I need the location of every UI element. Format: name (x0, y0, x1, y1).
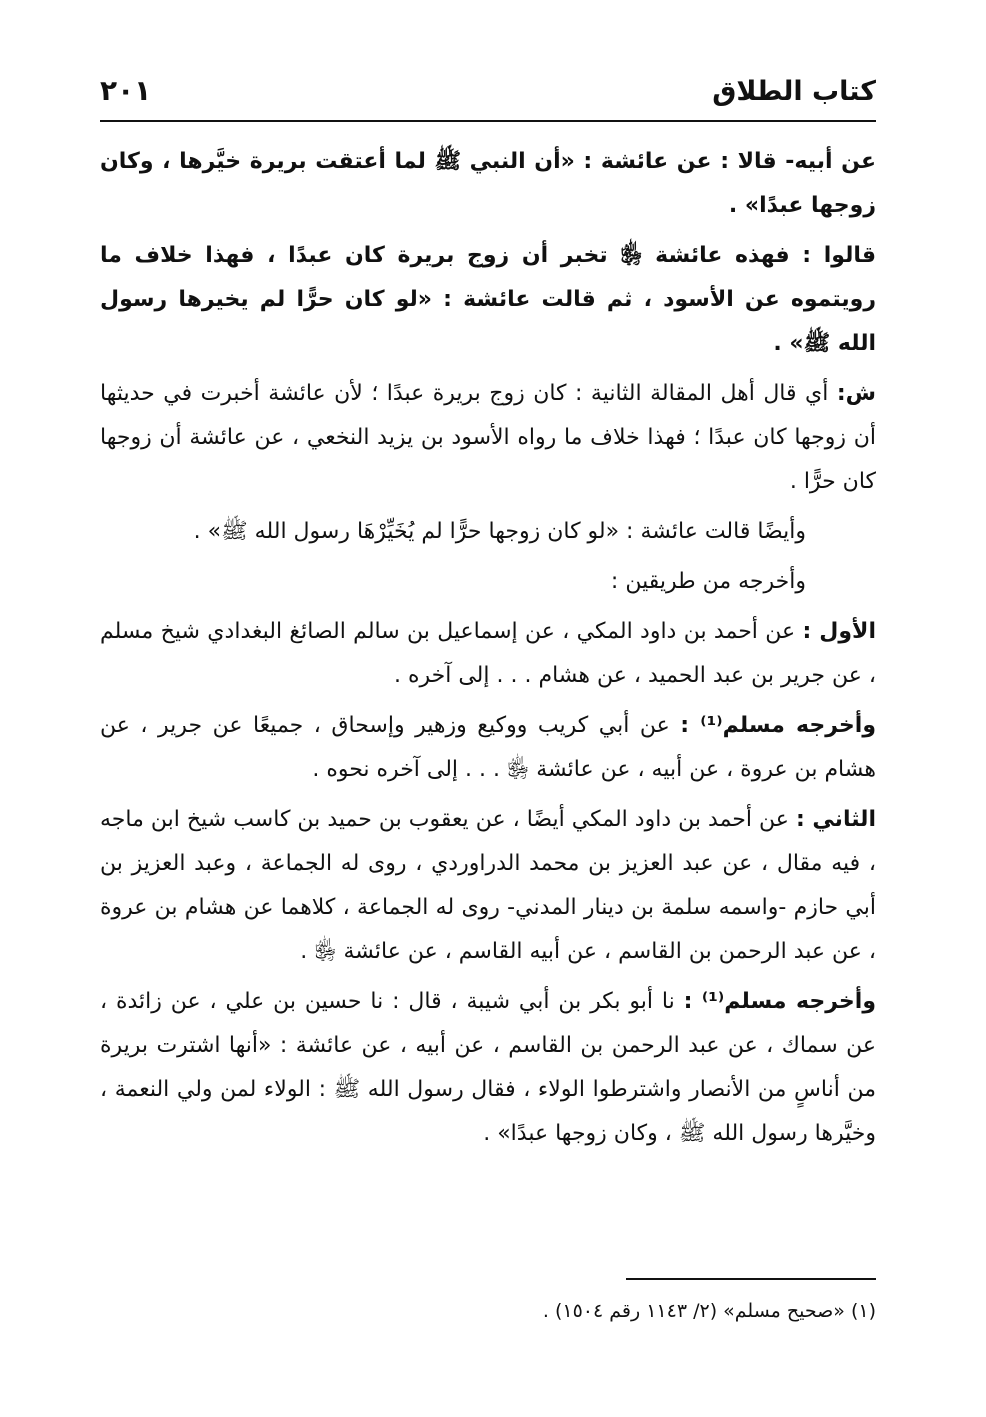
paragraph-lead: الأول : (802, 619, 876, 644)
paragraph-lead: وأخرجه مسلم⁽¹⁾ : (683, 989, 876, 1014)
paragraph-text: عن أبيه- قالا : عن عائشة : «أن النبي ﷺ لما أعتقت بريرة خيَّرها ، وكان زوجها عبدًا» . (100, 149, 876, 218)
paragraph-lead: ش: (836, 381, 876, 406)
chapter-title: كتاب الطلاق (712, 76, 876, 107)
paragraph-text: أي قال أهل المقالة الثانية : كان زوج بريرة عبدًا ؛ لأن عائشة أخبرت في حديثها أن زوجها كان عبدًا ؛ فهذا خلاف ما رواه الأسود بن يزيد النخعي ، عن عائشة أن زوجها كان حرًّا . (100, 381, 876, 494)
paragraph-text: عن أحمد بن داود المكي أيضًا ، عن يعقوب بن حميد بن كاسب شيخ ابن ماجه ، فيه مقال ، عن عبد العزيز بن محمد الدراوردي ، روى له الجماعة ، وعبد العزيز بن أبي حازم -واسمه سلمة بن دينار المدني- روى له الجماعة ، كلاهما عن هشام بن عروة ، عن عبد الرحمن بن القاسم ، عن أبيه القاسم ، عن عائشة ﵂ . (100, 807, 876, 964)
footnote: (١) «صحيح مسلم» (٢/ ١١٤٣ رقم ١٥٠٤) . (542, 1300, 876, 1322)
paragraph-text: عن أبي كريب ووكيع وزهير وإسحاق ، جميعًا عن جرير ، عن هشام بن عروة ، عن أبيه ، عن عائشة ﵂ . . . إلى آخره نحوه . (100, 713, 876, 782)
paragraph-muslim-1 (100, 704, 876, 792)
paragraph-hadith-1 (100, 140, 876, 228)
footnote-divider (626, 1278, 876, 1280)
paragraph-first-route (100, 610, 876, 698)
paragraph-text: عن أحمد بن داود المكي ، عن إسماعيل بن سالم الصائغ البغدادي شيخ مسلم ، عن جرير بن عبد الحميد ، عن هشام . . . إلى آخره . (100, 619, 876, 688)
page-number: ٢٠١ (100, 74, 152, 107)
paragraph-wa-aydan (100, 510, 876, 554)
paragraph-qalu (100, 234, 876, 366)
page-header (100, 70, 876, 122)
paragraph-lead: الثاني : (795, 807, 876, 832)
paragraph-second-route (100, 798, 876, 974)
paragraph-two-routes (100, 560, 876, 604)
paragraph-text: وأيضًا قالت عائشة : «لو كان زوجها حرًّا لم يُخَيِّرْهَا رسول الله ﷺ» . (193, 519, 806, 544)
paragraph-text: قالوا : فهذه عائشة ﵂ تخبر أن زوج بريرة كان عبدًا ، فهذا خلاف ما رويتموه عن الأسود ، ثم قالت عائشة : «لو كان حرًّا لم يخيرها رسول الله ﷺ» . (100, 243, 876, 356)
paragraph-sharh (100, 372, 876, 504)
paragraph-lead: وأخرجه مسلم⁽¹⁾ : (680, 713, 876, 738)
paragraph-muslim-2 (100, 980, 876, 1156)
page-body (100, 140, 876, 1162)
paragraph-text: وأخرجه من طريقين : (610, 569, 806, 594)
paragraph-text: نا أبو بكر بن أبي شيبة ، قال : نا حسين بن علي ، عن زائدة ، عن سماك ، عن عبد الرحمن بن القاسم ، عن أبيه ، عن عائشة : «أنها اشترت بريرة من أناسٍ من الأنصار واشترطوا الولاء ، فقال رسول الله ﷺ : الولاء لمن ولي النعمة ، وخيَّرها رسول الله ﷺ ، وكان زوجها عبدًا» . (100, 989, 876, 1146)
